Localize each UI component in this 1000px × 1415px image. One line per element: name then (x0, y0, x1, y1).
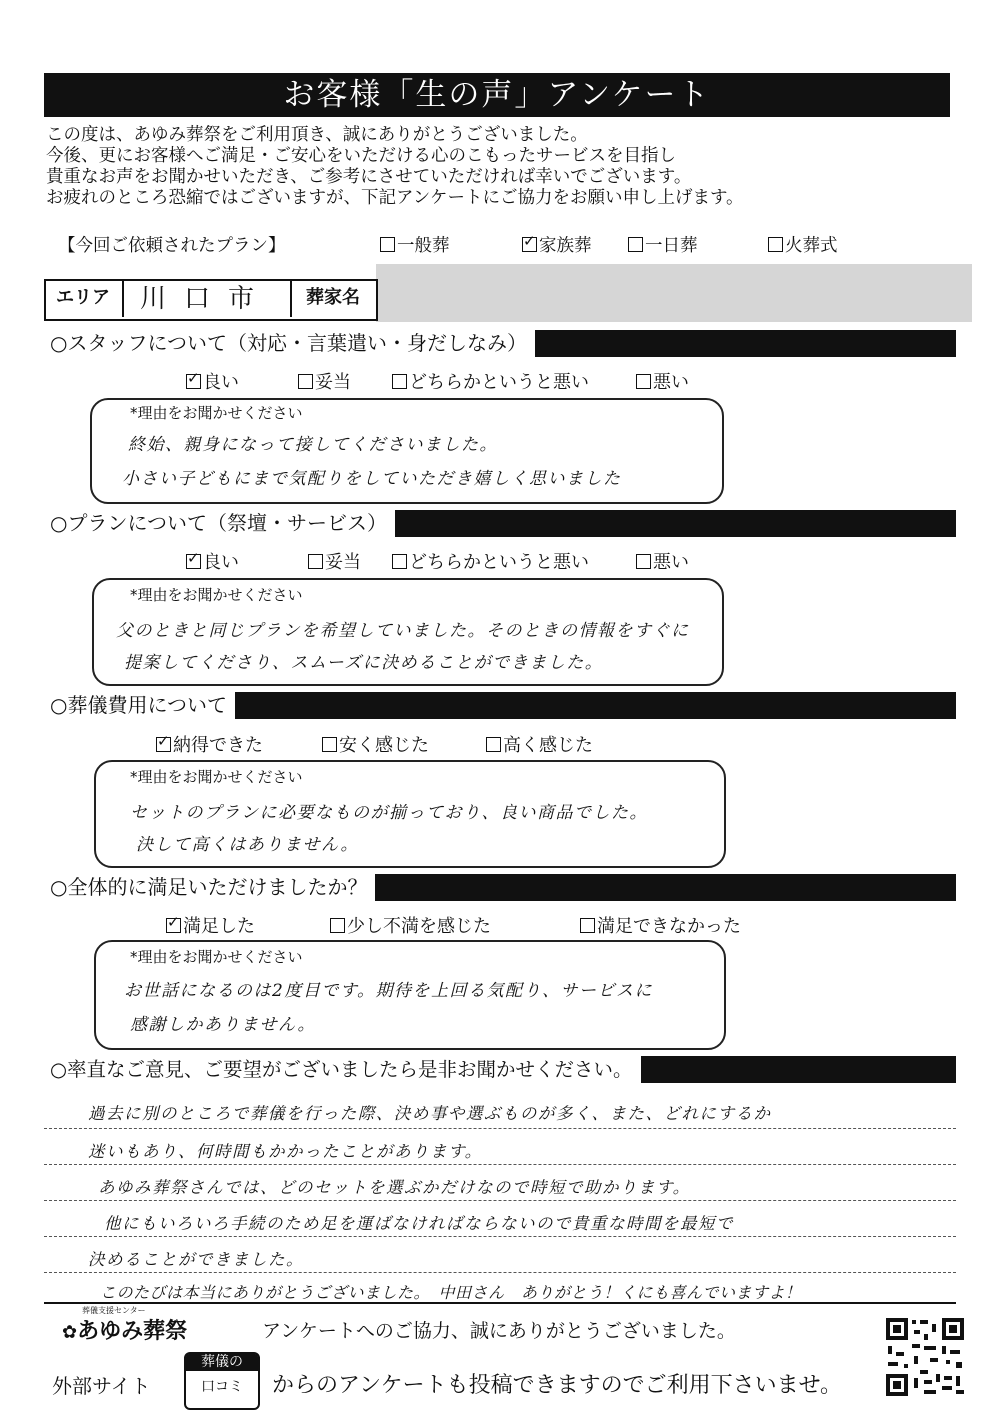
page-title: お客様「生の声」アンケート (44, 73, 950, 117)
checkbox[interactable] (330, 918, 345, 933)
opinion-line: このたびは本当にありがとうございました。 中田さん ありがとう！くにも喜んでいますよ！ (100, 1283, 802, 1302)
rating-option[interactable]: 高く感じた (486, 731, 593, 757)
ayumi-logo: ✿あゆみ葬祭 (62, 1319, 188, 1344)
opinion-line: 過去に別のところで葬儀を行った際、決め事や選ぶものが多く、また、どれにするか (88, 1104, 772, 1123)
comment-line: お世話になるのは2度目です。期待を上回る気配り、サービスに (124, 981, 653, 1001)
ruled-line (44, 1200, 956, 1201)
section-title: ○プランについて（祭壇・サービス） (44, 510, 395, 537)
intro-line: お疲れのところ恐縮ではございますが、下記アンケートにご協力をお願い申し上げます。 (46, 188, 744, 208)
plan-option[interactable]: 一日葬 (628, 232, 698, 257)
checkbox[interactable] (322, 737, 337, 752)
family-name-label: 葬家名 (290, 279, 374, 317)
plan-option[interactable]: ✓ 家族葬 (522, 232, 592, 257)
comment-line: 決して高くはありません。 (136, 835, 360, 855)
comment-line: セットのプランに必要なものが揃っており、良い商品でした。 (130, 803, 648, 823)
qr-code-icon[interactable] (884, 1316, 966, 1398)
checkbox[interactable] (380, 237, 395, 252)
comment-line: 終始、親身になって接してくださいました。 (128, 435, 498, 455)
rating-option[interactable]: 悪い (636, 368, 689, 394)
checkbox[interactable] (580, 918, 595, 933)
reason-label: *理由をお聞かせください (130, 586, 303, 604)
rating-option[interactable]: 妥当 (298, 368, 351, 394)
section-title: ○全体的に満足いただけましたか？ (44, 874, 375, 901)
ruled-line (44, 1128, 956, 1129)
rating-option[interactable]: 悪い (636, 548, 689, 574)
checkbox[interactable] (392, 374, 407, 389)
area-value[interactable]: 川口市 (140, 284, 273, 314)
opinion-line: 他にもいろいろ手続のため足を運ばなければならないので貴重な時間を最短で (104, 1214, 734, 1233)
section-title: ○スタッフについて（対応・言葉遣い・身だしなみ） (44, 330, 535, 357)
comment-line: 父のときと同じプランを希望していました。そのときの情報をすぐに (116, 621, 690, 641)
opinion-line: 迷いもあり、何時間もかかったことがあります。 (88, 1142, 483, 1161)
redacted-name-area (376, 264, 972, 322)
post-message: からのアンケートも投稿できますのでご利用下さいませ。 (272, 1373, 843, 1398)
area-label: エリア (44, 279, 124, 317)
flower-icon: ✿ (62, 1322, 78, 1343)
ruled-line (44, 1164, 956, 1165)
opinion-line: 決めることができました。 (88, 1250, 304, 1269)
checkbox[interactable] (298, 374, 313, 389)
reason-label: *理由をお聞かせください (130, 768, 303, 786)
logo-subtitle: 葬儀支援センター (82, 1306, 146, 1315)
rating-option[interactable]: 少し不満を感じた (330, 912, 491, 938)
plan-option[interactable]: 一般葬 (380, 232, 450, 257)
review-site-badge[interactable] (184, 1352, 260, 1410)
ruled-line (44, 1236, 956, 1237)
external-site-label: 外部サイト (52, 1374, 151, 1398)
checkbox[interactable] (636, 374, 651, 389)
badge-line: 葬儀の (186, 1354, 258, 1371)
checkbox[interactable] (628, 237, 643, 252)
footer-divider (44, 1302, 956, 1304)
comment-line: 提案してくださり、スムーズに決めることができました。 (124, 653, 604, 673)
rating-option[interactable]: ✓良い (186, 368, 239, 394)
rating-option[interactable]: ✓満足した (166, 912, 255, 938)
plan-option[interactable]: 火葬式 (768, 232, 838, 257)
comment-line: 小さい子どもにまで気配りをしていただき嬉しく思いました (122, 469, 622, 489)
rating-option[interactable]: 満足できなかった (580, 912, 741, 938)
section-title: ○葬儀費用について (44, 692, 235, 719)
section-title: ○率直なご意見、ご要望がございましたら是非お聞かせください。 (44, 1056, 641, 1083)
rating-option[interactable]: どちらかというと悪い (392, 368, 589, 394)
checkbox[interactable] (308, 554, 323, 569)
rating-option[interactable]: どちらかというと悪い (392, 548, 589, 574)
rating-option[interactable]: 安く感じた (322, 731, 429, 757)
comment-line: 感謝しかありません。 (130, 1015, 317, 1035)
badge-line: 口コミ (201, 1379, 243, 1395)
intro-line: この度は、あゆみ葬祭をご利用頂き、誠にありがとうございました。 (46, 125, 588, 145)
checkbox-checked[interactable] (522, 237, 537, 252)
opinion-line: あゆみ葬祭さんでは、どのセットを選ぶかだけなので時短で助かります。 (98, 1178, 691, 1197)
checkbox[interactable] (486, 737, 501, 752)
intro-line: 貴重なお声をお聞かせいただき、ご参考にさせていただければ幸いでございます。 (46, 167, 692, 187)
checkbox-checked[interactable] (186, 374, 201, 389)
reason-label: *理由をお聞かせください (130, 948, 303, 966)
checkbox-checked[interactable] (186, 554, 201, 569)
intro-line: 今後、更にお客様へご満足・ご安心をいただける心のこもったサービスを目指し (46, 146, 676, 166)
rating-option[interactable]: 妥当 (308, 548, 361, 574)
checkbox-checked[interactable] (166, 918, 181, 933)
thanks-message: アンケートへのご協力、誠にありがとうございました。 (262, 1320, 736, 1342)
checkbox[interactable] (392, 554, 407, 569)
reason-label: *理由をお聞かせください (130, 404, 303, 422)
intro-text (46, 125, 946, 209)
plan-label: 【今回ご依頼されたプラン】 (58, 236, 286, 256)
ruled-line (44, 1272, 956, 1273)
checkbox[interactable] (768, 237, 783, 252)
rating-option[interactable]: ✓納得できた (156, 731, 263, 757)
rating-option[interactable]: ✓良い (186, 548, 239, 574)
checkbox-checked[interactable] (156, 737, 171, 752)
checkbox[interactable] (636, 554, 651, 569)
